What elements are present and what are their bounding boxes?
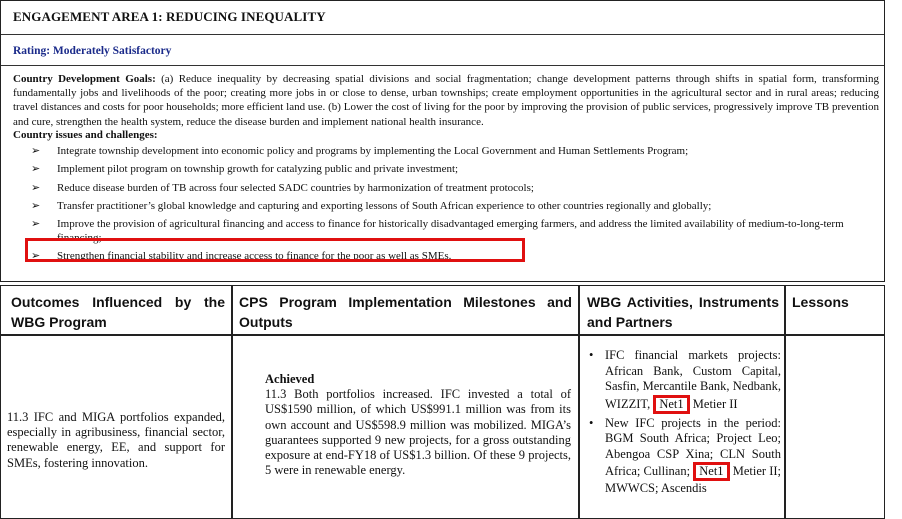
header-divider — [1, 334, 884, 336]
highlight-net1: Net1 — [693, 462, 729, 481]
issue-text: Reduce disease burden of TB across four selected SADC countries by harmonization of treatment protocols; — [57, 181, 534, 194]
goals-text: (a) Reduce inequality by decreasing spatial divisions and social fragmentation; change development patterns through shifts in spatial form, transforming fundamentally jobs and livelihoods of the poor; creating more jobs in or close to dense, urban townships; create employment opportunities in the agricultural sector and in rural areas; reducing travel distances and costs for poor households; more efficient land use. (b) Lower the cost of living for the poor by improving the provision of public services, progressively improve TB prevention and cure, strengthen the health system, reduce the disease burden and implement national health insurance. — [13, 73, 879, 128]
milestone-text: 11.3 Both portfolios increased. IFC invested a total of US$1590 million, of which US$991.1 million was from its own account and US$598.9 million was mobilized. MIGA’s guarantees supported 9 new projects, for a gross outstanding exposure at end-FY18 of US$1.3 billion. Of these 9 projects, 5 were in renewable energy. — [265, 387, 571, 478]
bullet-dot-icon: • — [589, 415, 594, 430]
column-divider — [578, 286, 580, 518]
area-title: ENGAGEMENT AREA 1: REDUCING INEQUALITY — [13, 9, 326, 24]
header-outcomes: Outcomes Influenced by the WBG Program — [11, 294, 225, 330]
outcome-text: 11.3 IFC and MIGA portfolios expanded, especially in agribusiness, financial sector, renewable energy, EE, and support for SMEs, fostering innovation. — [7, 410, 225, 470]
header-milestones: CPS Program Implementation Milestones and Outputs — [239, 294, 572, 330]
activity-text: IFC financial markets projects: African Bank, Custom Capital, Sasfin, Mercantile Bank, Nedbank, WIZZIT, — [605, 348, 781, 411]
arrow-bullet-icon: ➢ — [31, 163, 41, 176]
results-table — [0, 285, 885, 519]
issue-text: Integrate township development into economic policy and programs by implementing the Local Government and Human Settlements Program; — [57, 145, 689, 157]
header-activities: WBG Activities, Instruments and Partners — [587, 294, 779, 330]
goals-label: Country Development Goals: — [13, 73, 156, 85]
list-item — [31, 145, 881, 159]
achieved-label: Achieved — [265, 372, 315, 386]
issue-text: Implement pilot program on township growth for catalyzing public and private investment; — [57, 163, 459, 176]
highlight-box — [25, 238, 525, 262]
arrow-bullet-icon: ➢ — [31, 218, 41, 231]
bullet-dot-icon: • — [589, 348, 594, 362]
list-item — [31, 182, 881, 196]
divider — [1, 65, 884, 66]
arrow-bullet-icon: ➢ — [31, 181, 41, 194]
activity-text: Metier II — [689, 396, 738, 411]
list-item — [31, 200, 881, 214]
activity-text: Metier II; MWWCS; Ascendis — [605, 464, 781, 495]
activities-list — [589, 348, 781, 499]
arrow-bullet-icon: ➢ — [31, 249, 41, 262]
issue-text: Strengthen financial stability and increase access to finance for the poor as well as SMEs. — [57, 249, 452, 262]
arrow-bullet-icon: ➢ — [31, 145, 41, 157]
highlight-net1: Net1 — [653, 395, 689, 414]
list-item — [589, 416, 781, 497]
divider — [1, 34, 884, 35]
header-lessons: Lessons — [792, 294, 849, 310]
milestone-cell — [265, 372, 571, 478]
country-development-goals — [13, 72, 879, 129]
issue-text: Transfer practitioner’s global knowledge and capturing and exporting lessons of South African experience to other countries regionally and globally; — [57, 199, 712, 212]
column-divider — [231, 286, 233, 518]
list-item — [589, 348, 781, 414]
column-divider — [784, 286, 786, 518]
rating-label: Rating: Moderately Satisfactory — [13, 45, 172, 57]
issues-heading: Country issues and challenges: — [13, 129, 158, 141]
list-item — [31, 163, 881, 177]
issue-text: Improve the provision of agricultural financing and access to finance for historically disadvantaged emerging farmers, and address the limited availability of medium-to-long-term financing; — [57, 218, 844, 244]
arrow-bullet-icon: ➢ — [31, 199, 41, 212]
activity-text: New IFC projects in the period: BGM South Africa; Project Leo; Abengoa CSP Xina; CLN South Africa; Cullinan; — [605, 415, 781, 478]
